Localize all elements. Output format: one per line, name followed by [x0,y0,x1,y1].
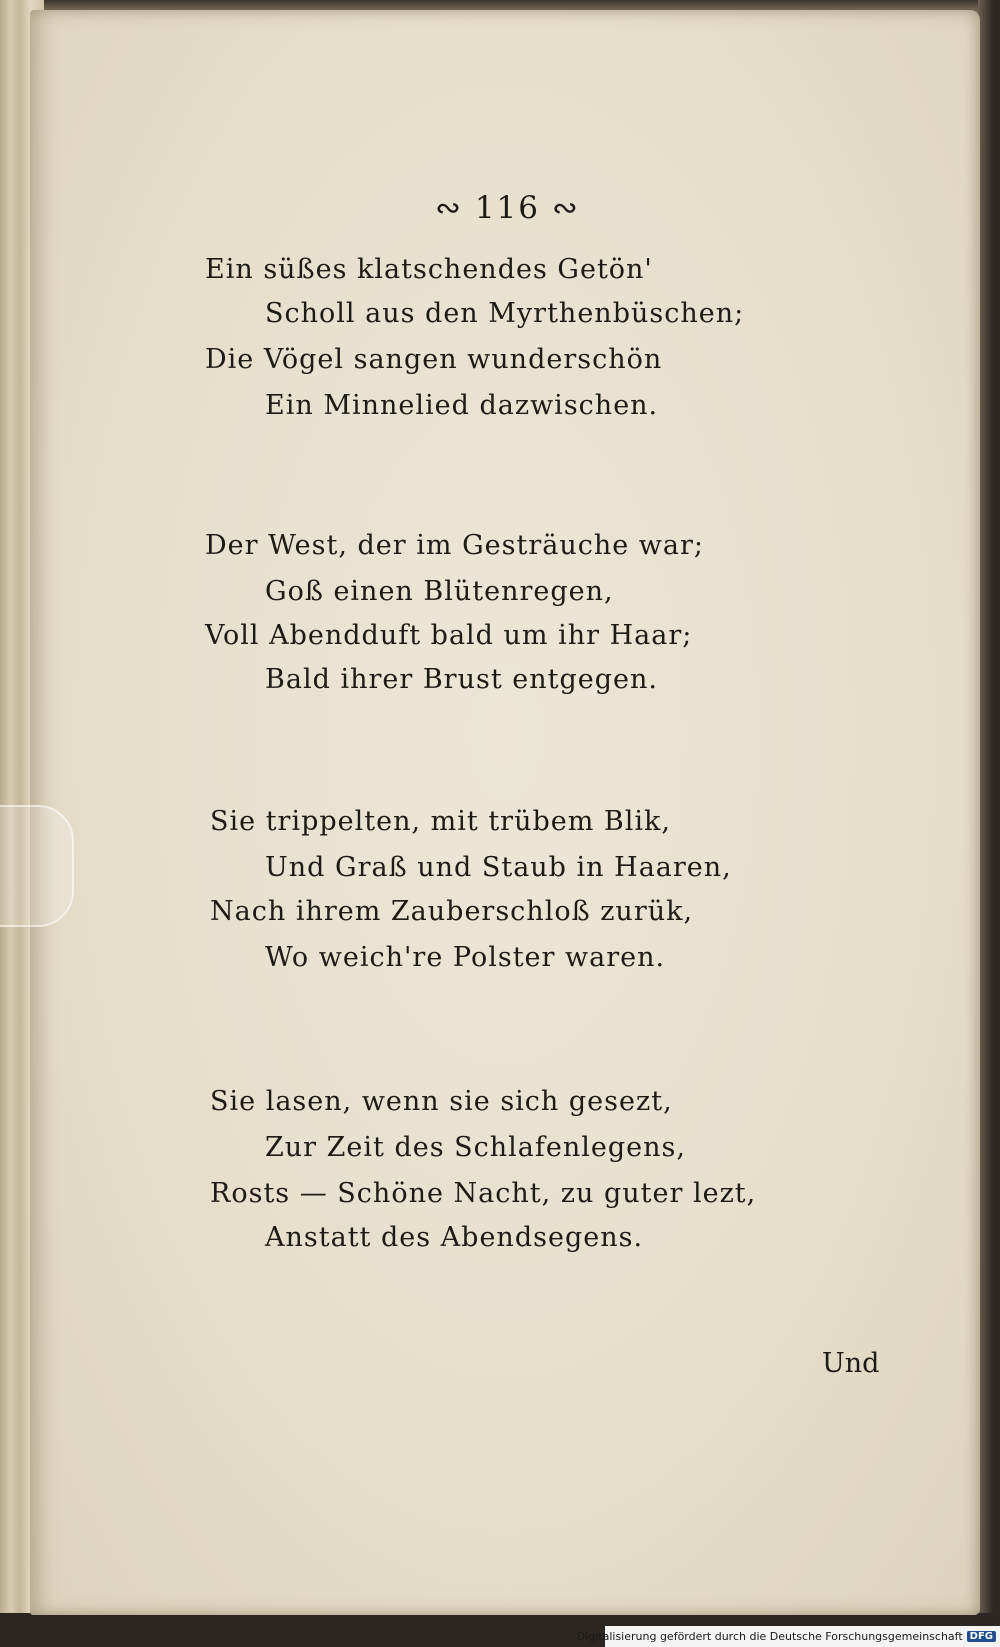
page-clip-mark [0,805,74,927]
poem-line: Der West, der im Gesträuche war; [205,530,705,561]
poem-line: Scholl aus den Myrthenbüschen; [265,298,745,329]
poem-line: Anstatt des Abendsegens. [265,1222,644,1253]
dfg-logo: DFG [967,1631,996,1642]
catchword: Und [822,1348,880,1379]
poem-line: Wo weich're Polster waren. [265,942,666,973]
page-number-header: ∾ 116 ∾ [435,190,580,226]
poem-line: Zur Zeit des Schlafenlegens, [265,1132,686,1163]
poem-line: Ein Minnelied dazwischen. [265,390,659,421]
poem-line: Goß einen Blütenregen, [265,576,614,607]
poem-line: Ein süßes klatschendes Getön' [205,254,653,285]
digitization-credit-banner [576,1626,1000,1647]
poem-line: Bald ihrer Brust entgegen. [265,664,658,695]
poem-line: Voll Abendduft bald um ihr Haar; [205,620,693,651]
right-shadow [978,0,1000,1647]
poem-line: Rosts — Schöne Nacht, zu guter lezt, [210,1178,757,1209]
poem-line: Sie lasen, wenn sie sich gesezt, [210,1086,673,1117]
poem-line: Und Graß und Staub in Haaren, [265,852,732,883]
poem-line: Die Vögel sangen wunderschön [205,344,663,375]
poem-line: Sie trippelten, mit trübem Blik, [210,806,671,837]
credit-text: Digitalisierung gefördert durch die Deutsche Forschungsgemeinschaft [576,1630,963,1643]
poem-line: Nach ihrem Zauberschloß zurük, [210,896,694,927]
